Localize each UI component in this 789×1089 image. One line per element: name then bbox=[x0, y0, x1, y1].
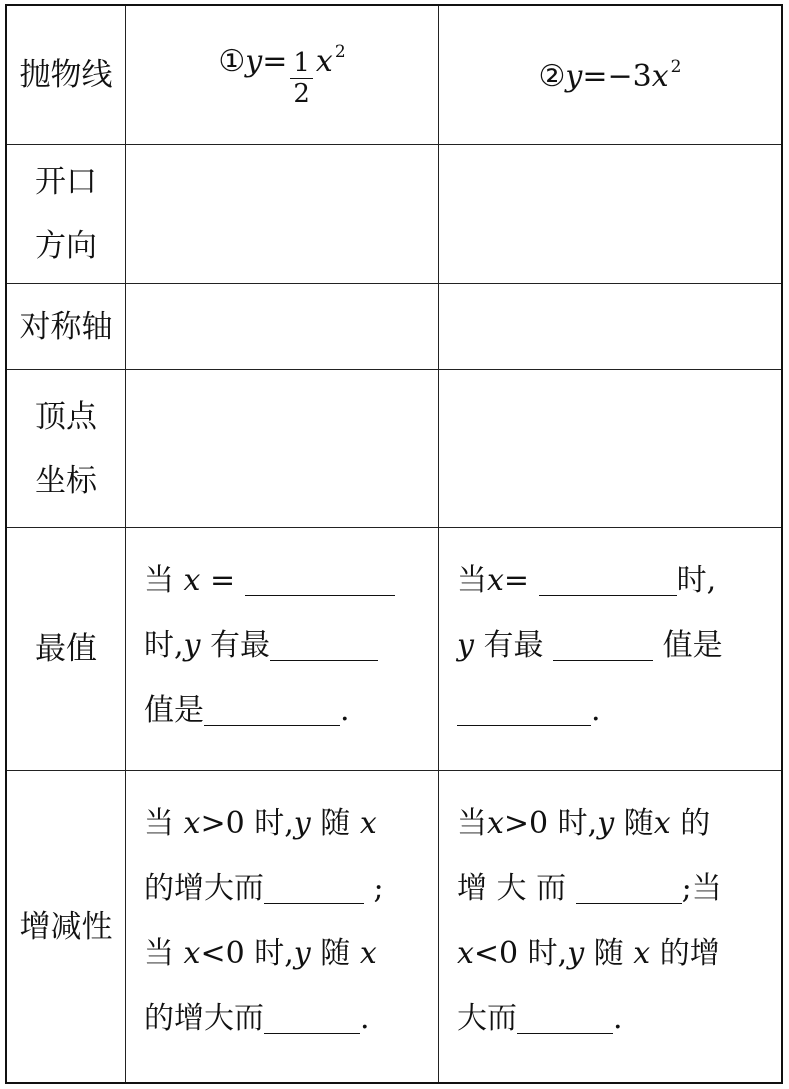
opening-label-cell bbox=[7, 145, 126, 284]
formula-1: ①y= $\frac{1}{2}$ x $^2$ bbox=[218, 41, 346, 109]
extreme-type-blank-2[interactable] bbox=[553, 630, 653, 661]
extreme-label: 最值 bbox=[35, 631, 97, 667]
monotonic-label: 增减性 bbox=[19, 908, 113, 945]
formula-1-cell bbox=[126, 6, 439, 145]
monotonic-cell-2: 当x>0 时,y 随x 的 增 大 而 ;当 x<0 时,y 随 x 的增 大而 . bbox=[457, 806, 722, 1036]
extreme-cell-1: 当 x = 时,y 有最 值是 . bbox=[126, 528, 439, 771]
fraction-one-half: $\frac{1}{2}$ bbox=[290, 48, 313, 109]
vertex-label-cell bbox=[7, 370, 126, 528]
opening-answer-2[interactable] bbox=[439, 145, 781, 284]
axis-label-cell bbox=[7, 284, 126, 370]
extreme-cell-2: 当x= 时, y 有最 值是 . bbox=[439, 528, 781, 771]
formula-2-cell bbox=[439, 6, 781, 145]
extreme-label-cell bbox=[7, 528, 126, 771]
extreme-value-blank-1[interactable] bbox=[204, 695, 340, 726]
monotonic-pos-blank-2[interactable] bbox=[576, 873, 682, 904]
opening-answer-1[interactable] bbox=[126, 145, 439, 284]
opening-label-line1: 开口 bbox=[35, 164, 97, 200]
monotonic-neg-blank-2[interactable] bbox=[517, 1003, 613, 1034]
header-label: 抛物线 bbox=[19, 57, 113, 93]
extreme-x-blank-2[interactable] bbox=[539, 565, 677, 596]
formula-2: ②y=−3x $^2$ bbox=[538, 56, 682, 94]
axis-label: 对称轴 bbox=[19, 308, 113, 345]
monotonic-label-cell bbox=[7, 771, 126, 1082]
opening-label-line2: 方向 bbox=[35, 228, 97, 264]
extreme-x-blank-1[interactable] bbox=[245, 565, 395, 596]
axis-answer-1[interactable] bbox=[126, 284, 439, 370]
monotonic-neg-blank-1[interactable] bbox=[264, 1003, 360, 1034]
vertex-label-line2: 坐标 bbox=[35, 462, 97, 499]
parabola-properties-table bbox=[5, 4, 783, 1084]
axis-answer-2[interactable] bbox=[439, 284, 781, 370]
header-label-cell bbox=[7, 6, 126, 145]
extreme-value-blank-2[interactable] bbox=[457, 695, 591, 726]
vertex-label-line1: 顶点 bbox=[35, 398, 97, 435]
vertex-answer-2[interactable] bbox=[439, 370, 781, 528]
monotonic-cell-1: 当 x>0 时,y 随 x 的增大而 ; 当 x<0 时,y 随 x 的增大而 . bbox=[126, 771, 439, 1082]
extreme-type-blank-1[interactable] bbox=[270, 630, 378, 661]
vertex-answer-1[interactable] bbox=[126, 370, 439, 528]
monotonic-pos-blank-1[interactable] bbox=[264, 873, 364, 904]
